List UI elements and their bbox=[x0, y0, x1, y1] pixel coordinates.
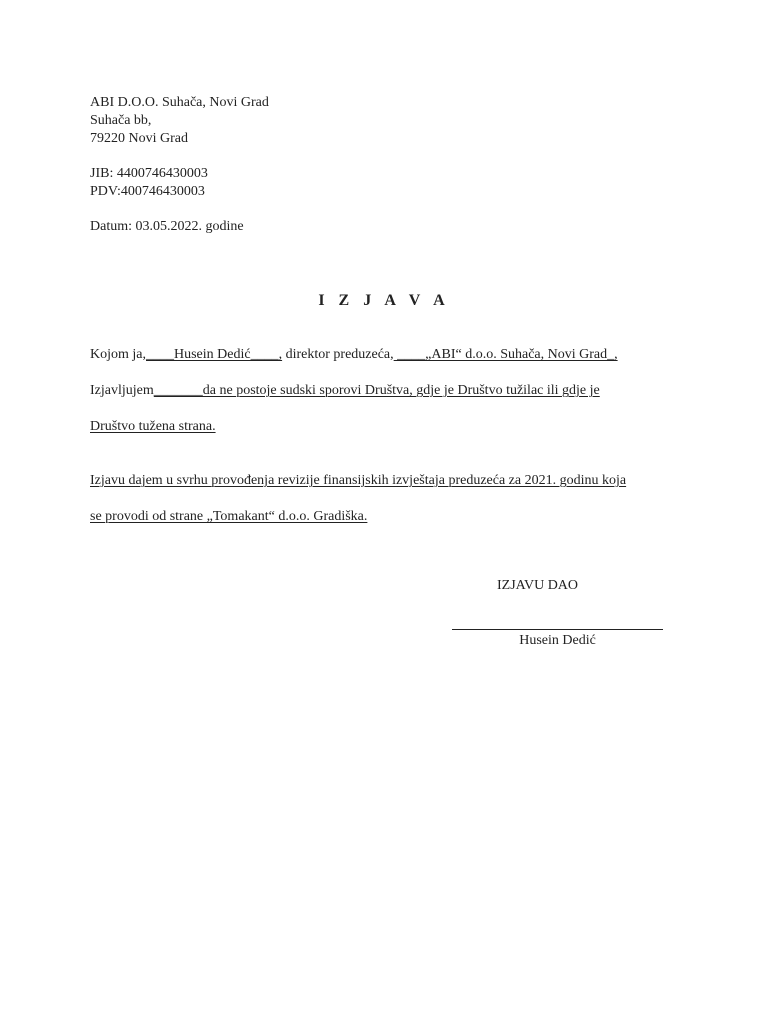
declarant-name-field: ____Husein Dedić____, bbox=[146, 347, 283, 362]
purpose-line-1: Izjavu dajem u svrhu provođenja revizije finansijskih izvještaja preduzeća za 2021. godinu koja bbox=[90, 473, 627, 488]
statement-intro: Kojom ja, bbox=[90, 347, 146, 362]
company-street: Suhača bb, bbox=[90, 113, 152, 128]
signatory-name: Husein Dedić bbox=[519, 633, 596, 648]
company-city: 79220 Novi Grad bbox=[90, 131, 188, 146]
statement-line-2 bbox=[90, 382, 600, 400]
document-date: Datum: 03.05.2022. godine bbox=[90, 219, 244, 234]
declaration-text: _______da ne postoje sudski sporovi Društva, gdje je Društvo tužilac ili gdje je bbox=[153, 383, 600, 398]
pdv-number: PDV:400746430003 bbox=[90, 184, 205, 199]
statement-line-3: Društvo tužena strana. bbox=[90, 419, 216, 434]
purpose-line-2: se provodi od strane „Tomakant“ d.o.o. Gradiška. bbox=[90, 509, 368, 524]
jib-number: JIB: 4400746430003 bbox=[90, 166, 208, 181]
signature-line bbox=[452, 629, 663, 630]
signature-label: IZJAVU DAO bbox=[497, 578, 579, 593]
company-name: ABI D.O.O. Suhača, Novi Grad bbox=[90, 95, 269, 110]
document-title: I Z J A V A bbox=[318, 292, 450, 309]
declaration-verb: Izjavljujem bbox=[90, 383, 154, 398]
company-name-field: ____„ABI“ d.o.o. Suhača, Novi Grad_, bbox=[393, 347, 618, 362]
statement-line-1 bbox=[90, 346, 618, 364]
declarant-role: direktor preduzeća, bbox=[282, 347, 394, 362]
